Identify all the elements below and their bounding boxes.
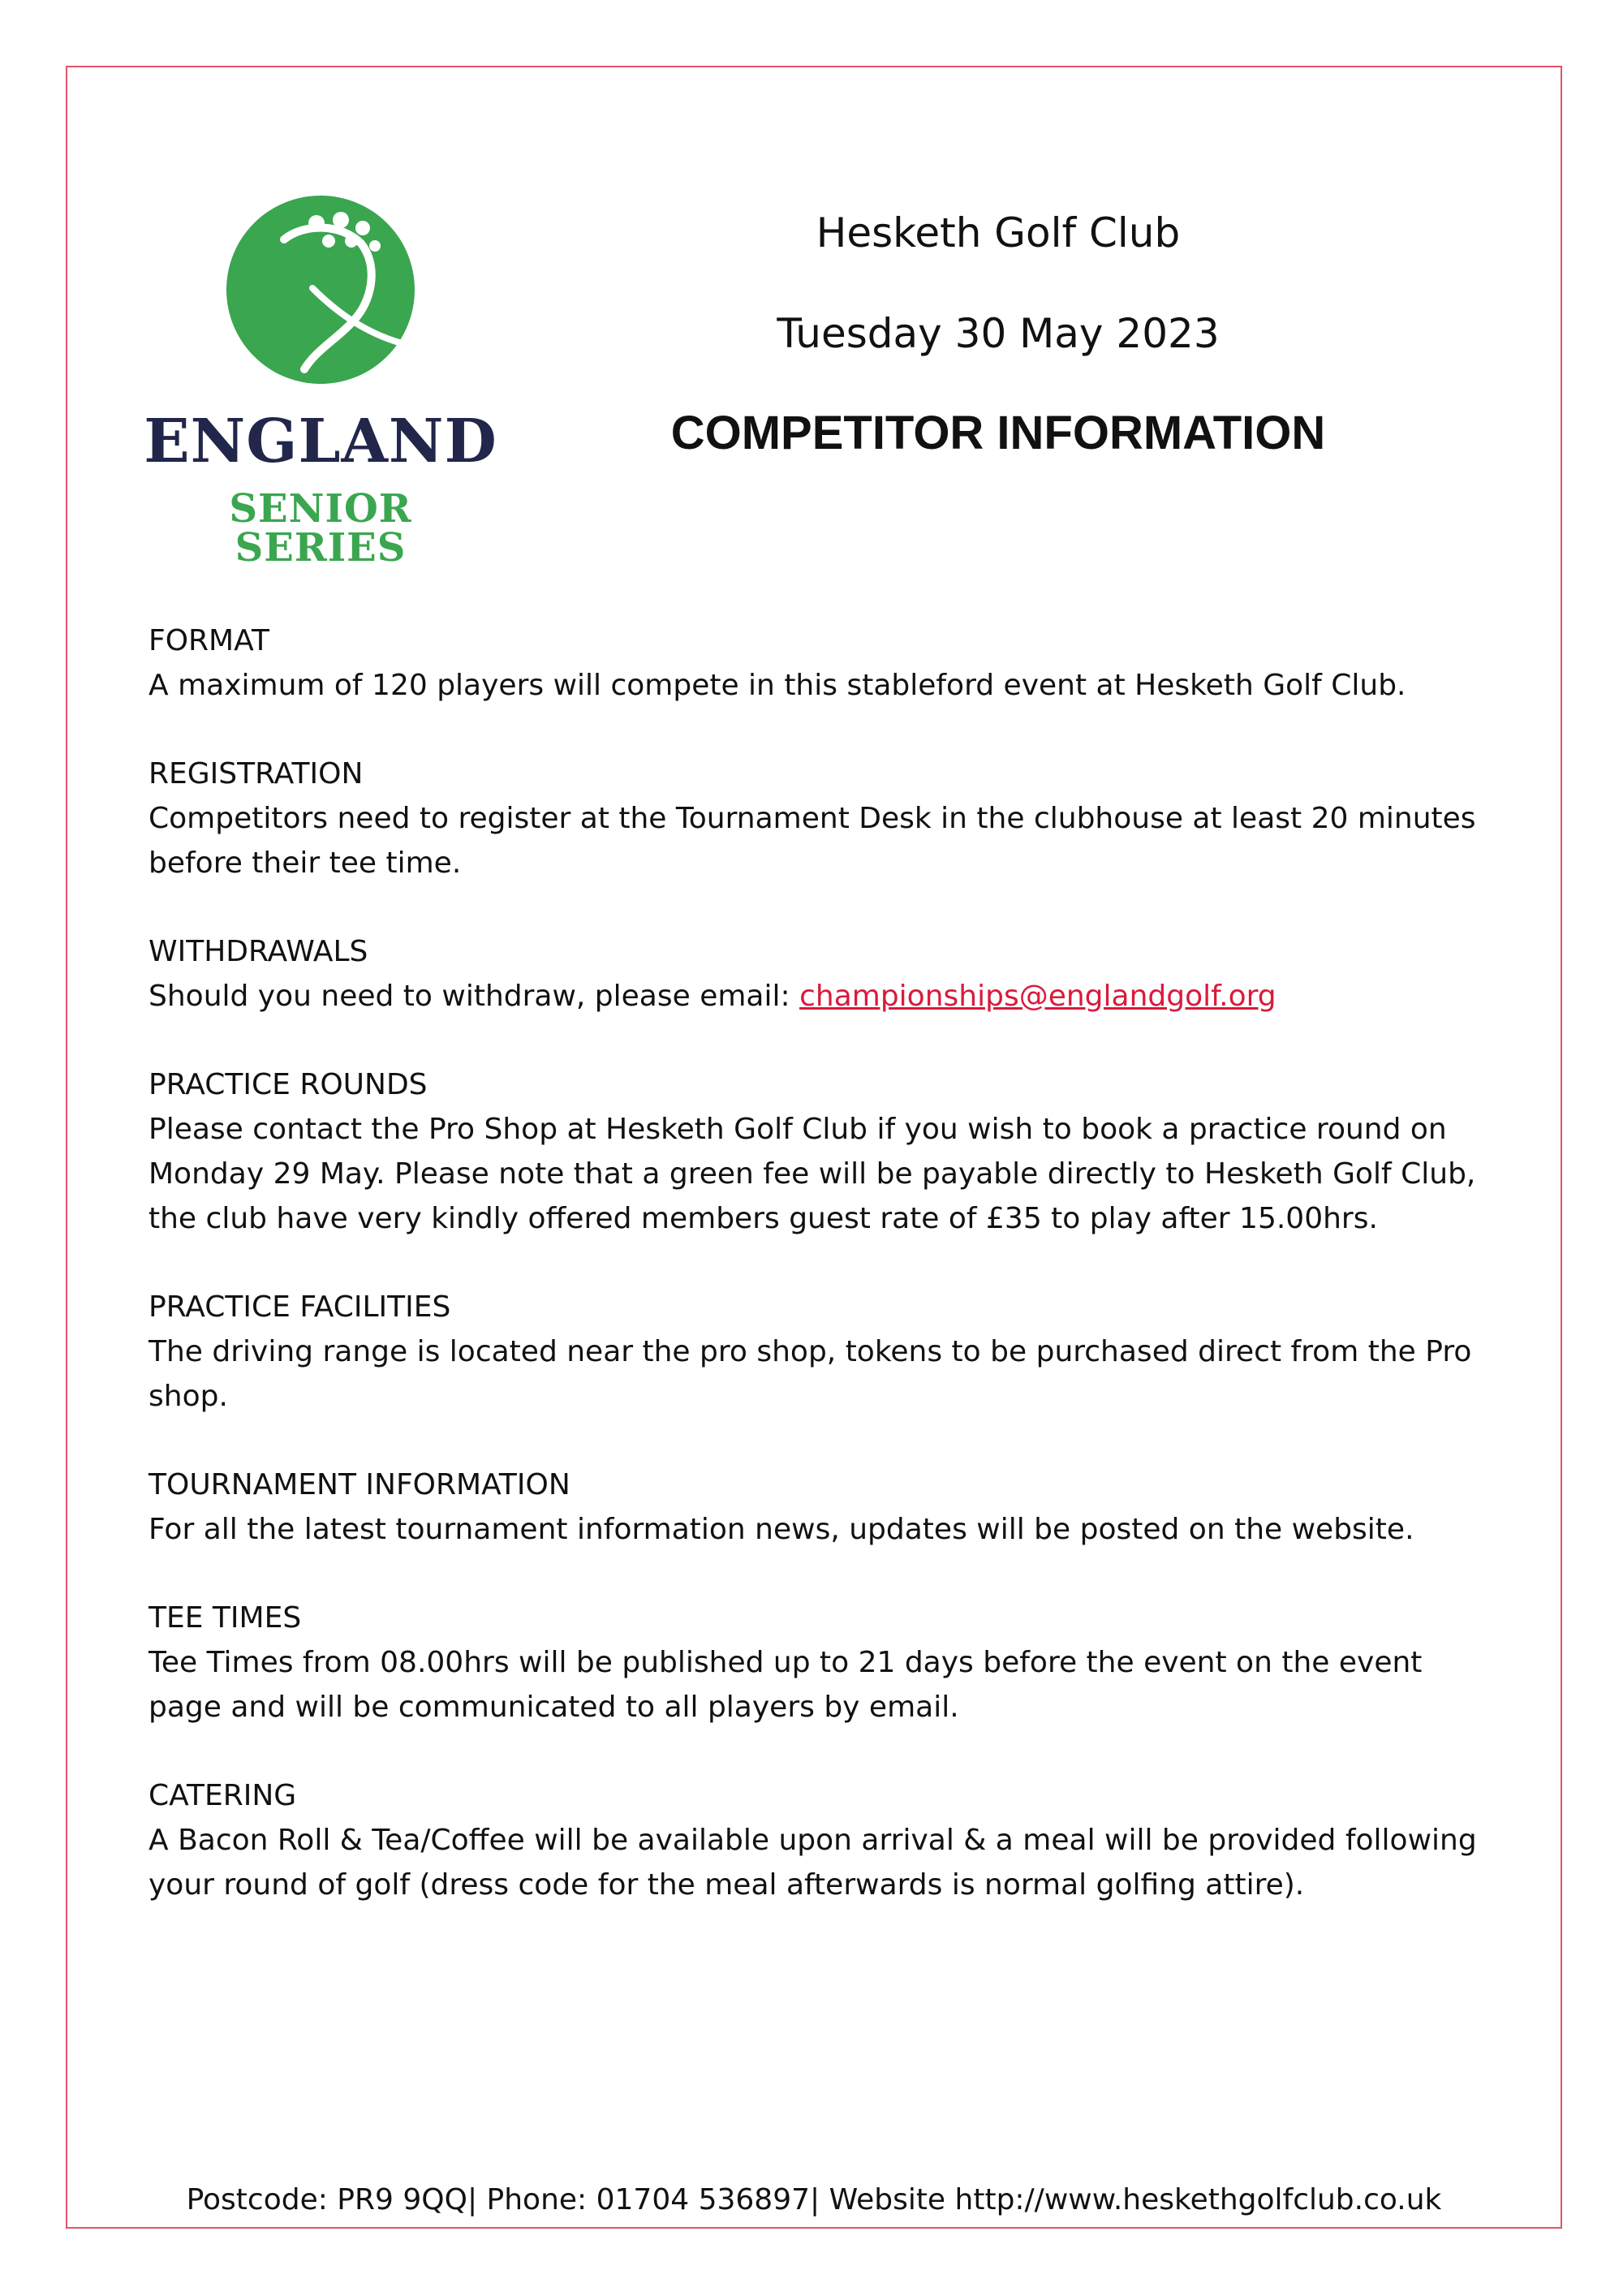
section-title: TOURNAMENT INFORMATION — [149, 1468, 570, 1501]
section-title: PRACTICE FACILITIES — [149, 1290, 451, 1324]
section-withdrawals — [149, 929, 1496, 1019]
section-practice-facilities — [149, 1285, 1496, 1419]
section-body: Tee Times from 08.00hrs will be published up to 21 days before the event on the event page and will be communicated to all players by email. — [149, 1646, 1423, 1724]
section-title: WITHDRAWALS — [149, 935, 368, 968]
club-name: Hesketh Golf Club — [816, 209, 1181, 256]
section-tournament-information — [149, 1462, 1496, 1552]
logo-line-england: ENGLAND — [144, 407, 497, 476]
section-body — [149, 974, 1496, 1019]
section-body: Competitors need to register at the Tournament Desk in the clubhouse at least 20 minutes before their tee time. — [149, 802, 1476, 880]
section-title: CATERING — [149, 1779, 297, 1812]
section-catering — [149, 1773, 1496, 1907]
section-format — [149, 618, 1496, 708]
section-title: REGISTRATION — [149, 757, 364, 790]
section-body: A maximum of 120 players will compete in this stableford event at Hesketh Golf Club. — [149, 669, 1406, 702]
section-tee-times — [149, 1596, 1496, 1730]
oak-leaf-golf-ball-icon — [142, 191, 499, 402]
event-date: Tuesday 30 May 2023 — [777, 310, 1220, 357]
section-title: TEE TIMES — [149, 1601, 302, 1635]
section-body: For all the latest tournament information news, updates will be posted on the website. — [149, 1513, 1414, 1546]
withdraw-text: Should you need to withdraw, please email: — [149, 980, 800, 1013]
logo-line-senior-series: SENIOR SERIES — [229, 486, 412, 571]
page-title: COMPETITOR INFORMATION — [670, 407, 1326, 459]
section-practice-rounds — [149, 1062, 1496, 1241]
section-body: The driving range is located near the pro shop, tokens to be purchased direct from the Pro shop. — [149, 1335, 1472, 1413]
section-registration — [149, 752, 1496, 885]
section-title: FORMAT — [149, 624, 269, 657]
footer-contact: Postcode: PR9 9QQ| Phone: 01704 536897| Website http://www.heskethgolfclub.co.uk — [186, 2183, 1442, 2216]
section-body: A Bacon Roll & Tea/Coffee will be available upon arrival & a meal will be provided following your round of golf (dress code for the meal afterwards is normal golfing attire). — [149, 1824, 1477, 1902]
section-title: PRACTICE ROUNDS — [149, 1068, 428, 1101]
email-link[interactable]: championships@englandgolf.org — [799, 980, 1276, 1013]
section-body: Please contact the Pro Shop at Hesketh Golf Club if you wish to book a practice round on Monday 29 May. Please note that a green fee will be payable directly to Hesketh Golf Club, the club have very kindly offered members guest rate of £35 to play after 15.00hrs. — [149, 1113, 1476, 1235]
info-sections — [149, 618, 1496, 1951]
england-senior-series-logo — [142, 191, 499, 571]
